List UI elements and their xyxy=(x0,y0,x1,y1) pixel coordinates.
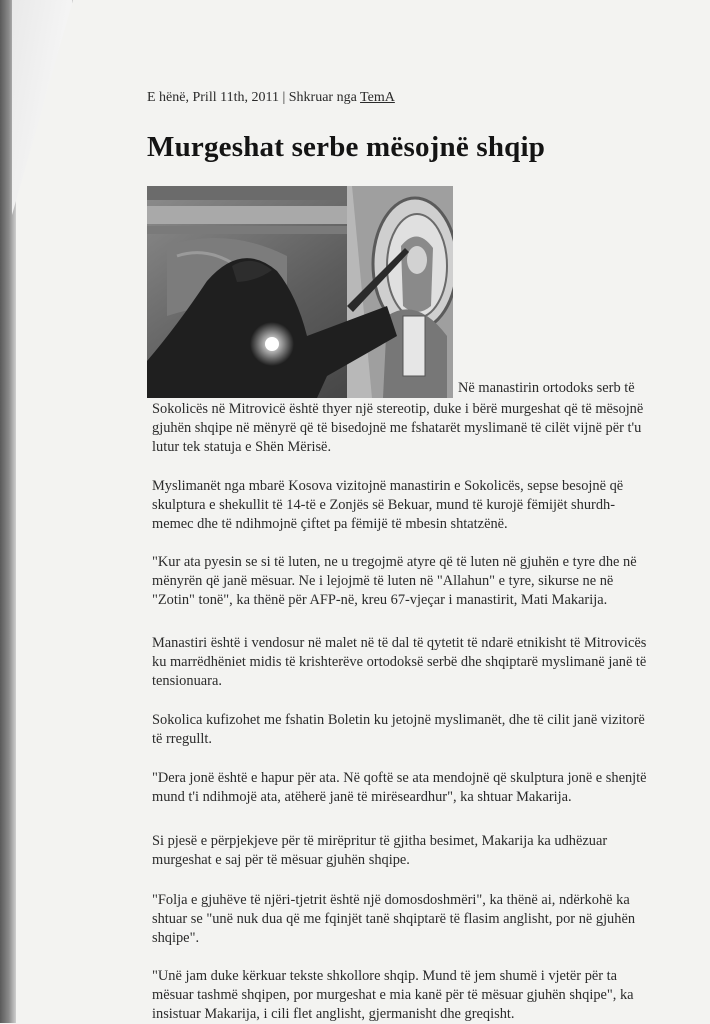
paragraph-line: Sokolicës në Mitrovicë është thyer një stereotip, duke i bërë murgeshat që të mësojnë xyxy=(152,401,644,417)
author-link[interactable]: TemA xyxy=(360,90,395,105)
nun-painting-icon xyxy=(147,186,453,398)
paragraph-line: "Kur ata pyesin se si të luten, ne u tregojmë atyre që të luten në gjuhën e tyre dhe në xyxy=(152,554,637,570)
paragraph-line: Manastiri është i vendosur në malet në të dal të qytetit të ndarë etnikisht të Mitrovicës xyxy=(152,635,647,651)
paragraph-line: "Folja e gjuhëve të njëri-tjetrit është një domosdoshmëri", ka thënë ai, ndërkohë ka xyxy=(152,892,630,908)
article-paragraph-2 xyxy=(152,477,623,534)
article-paragraph-7 xyxy=(152,832,607,870)
article-meta xyxy=(147,90,395,106)
article-paragraph-6 xyxy=(152,769,647,807)
article-paragraph-3 xyxy=(152,553,637,610)
article-paragraph-5 xyxy=(152,711,645,749)
paragraph-line: tensionuara. xyxy=(152,673,222,689)
paragraph-line: ku marrëdhëniet midis të krishterëve ortodoksë serbë dhe shqiptarë myslimanë janë të xyxy=(152,654,647,670)
paragraph-1-line-1: Në manastirin ortodoks serb të xyxy=(458,380,635,396)
paragraph-line: lutur tek statuja e Shën Mërisë. xyxy=(152,439,332,455)
paragraph-line: të rregullt. xyxy=(152,731,212,747)
paragraph-line: "Dera jonë është e hapur për ata. Në qoftë se ata mendojnë që skulptura jonë e shenjtë xyxy=(152,770,647,786)
article-paragraph-8 xyxy=(152,891,635,948)
paragraph-line: gjuhën shqipe në mënyrë që të bisedojnë me fshatarët myslimanë të cilët vijnë për t'u xyxy=(152,420,642,436)
article-paragraph-4 xyxy=(152,634,646,691)
article-title: Murgeshat serbe mësojnë shqip xyxy=(147,131,546,163)
article-paragraph-1 xyxy=(152,400,643,457)
paragraph-line: mënyrën që janë mësuar. Ne i lejojmë të luten në "Allahun" e tyre, sikurse ne në xyxy=(152,573,614,589)
paragraph-line: memec dhe të ndihmojnë çiftet pa fëmijë të mbesin shtatzënë. xyxy=(152,516,508,532)
paragraph-line: shqipe". xyxy=(152,930,200,946)
paragraph-line: Myslimanët nga mbarë Kosova vizitojnë manastirin e Sokolicës, sepse besojnë që xyxy=(152,478,624,494)
paragraph-line: "Zotin" tonë", ka thënë për AFP-në, kreu 67-vjeçar i manastirit, Mati Makarija. xyxy=(152,592,608,608)
paragraph-line: mësuar tashmë shqipen, por murgeshat e mia kanë për të mësuar gjuhën shqipe", ka xyxy=(152,987,634,1003)
paragraph-line: Sokolica kufizohet me fshatin Boletin ku jetojnë myslimanët, dhe të cilit janë vizitorë xyxy=(152,712,645,728)
paragraph-line: Si pjesë e përpjekjeve për të mirëpritur të gjitha besimet, Makarija ka udhëzuar xyxy=(152,833,608,849)
article-photo xyxy=(147,186,453,398)
paragraph-line: mund t'i ndihmojë ata, atëherë janë të mirëseardhur", ka shtuar Makarija. xyxy=(152,789,572,805)
paragraph-line: "Unë jam duke kërkuar tekste shkollore shqip. Mund të jem shumë i vjetër për ta xyxy=(152,968,618,984)
paragraph-line: murgeshat e saj për të mësuar gjuhën shqipe. xyxy=(152,852,410,868)
article-paragraph-9 xyxy=(152,967,634,1024)
paragraph-line: skulptura e shekullit të 14-të e Zonjës së Bekuar, mund të kurojë fëmijët shurdh- xyxy=(152,497,616,513)
paragraph-line: insistuar Makarija, i cili flet anglisht, gjermanisht dhe greqisht. xyxy=(152,1006,515,1022)
article-date-author: E hënë, Prill 11th, 2011 | Shkruar nga xyxy=(147,90,361,105)
paragraph-line: shtuar se "unë nuk dua që me fqinjët tanë shqiptarë të flasim anglisht, por në gjuhën xyxy=(152,911,636,927)
